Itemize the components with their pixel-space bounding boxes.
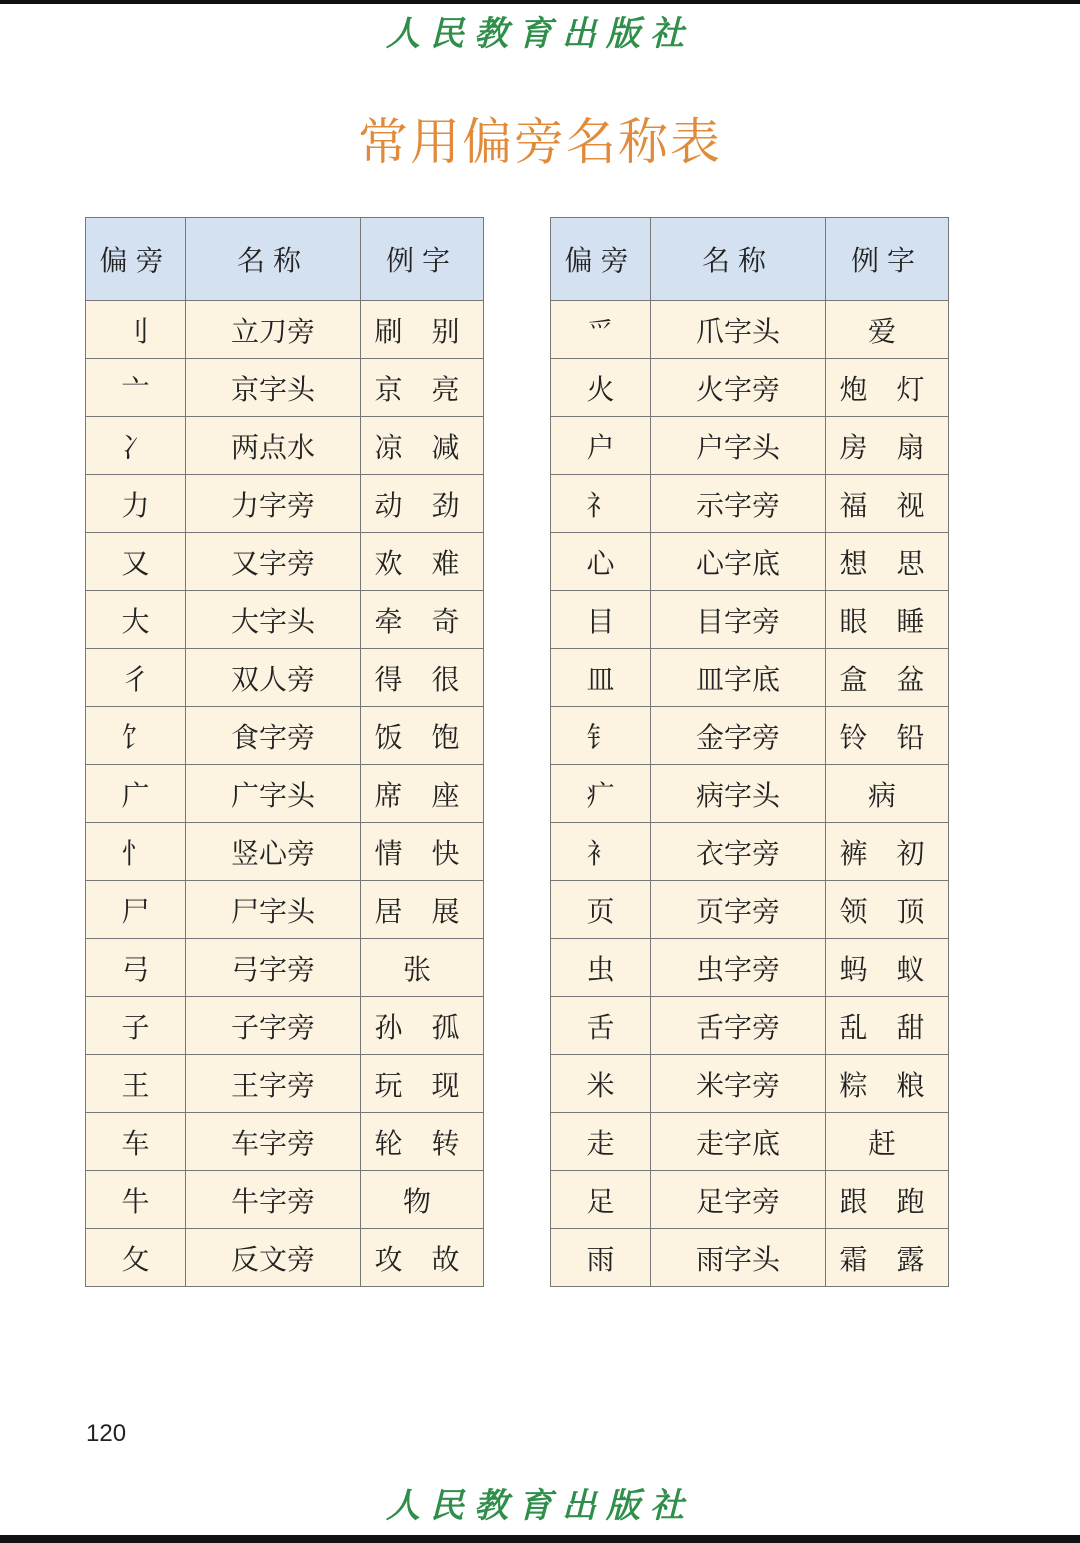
name-cell: 走字底	[651, 1113, 826, 1171]
header-examples: 例字	[361, 218, 484, 301]
radical-cell: 亠	[86, 359, 186, 417]
radical-cell: 钅	[551, 707, 651, 765]
right-table-body	[551, 301, 949, 1287]
table-row	[86, 533, 484, 591]
table-row	[86, 591, 484, 649]
table-row	[551, 301, 949, 359]
table-row	[86, 359, 484, 417]
table-row	[551, 417, 949, 475]
radical-cell: 礻	[551, 475, 651, 533]
radical-cell: 心	[551, 533, 651, 591]
table-row	[86, 707, 484, 765]
table-row	[551, 881, 949, 939]
name-cell: 火字旁	[651, 359, 826, 417]
radical-cell: 衤	[551, 823, 651, 881]
radical-cell: 爫	[551, 301, 651, 359]
examples-cell: 粽 粮	[826, 1055, 949, 1113]
name-cell: 大字头	[186, 591, 361, 649]
name-cell: 页字旁	[651, 881, 826, 939]
examples-cell: 爱	[826, 301, 949, 359]
name-cell: 目字旁	[651, 591, 826, 649]
examples-cell: 领 顶	[826, 881, 949, 939]
table-row	[551, 823, 949, 881]
table-row	[551, 591, 949, 649]
table-row	[551, 1171, 949, 1229]
examples-cell: 病	[826, 765, 949, 823]
table-row	[86, 475, 484, 533]
radical-cell: 又	[86, 533, 186, 591]
name-cell: 双人旁	[186, 649, 361, 707]
table-row	[551, 939, 949, 997]
radical-cell: 王	[86, 1055, 186, 1113]
radical-cell: 攵	[86, 1229, 186, 1287]
examples-cell: 福 视	[826, 475, 949, 533]
name-cell: 立刀旁	[186, 301, 361, 359]
examples-cell: 跟 跑	[826, 1171, 949, 1229]
radical-cell: 大	[86, 591, 186, 649]
examples-cell: 想 思	[826, 533, 949, 591]
name-cell: 食字旁	[186, 707, 361, 765]
page-title: 常用偏旁名称表	[358, 113, 722, 171]
examples-cell: 京 亮	[361, 359, 484, 417]
table-row	[86, 649, 484, 707]
name-cell: 示字旁	[651, 475, 826, 533]
table-row	[86, 1055, 484, 1113]
examples-cell: 居 展	[361, 881, 484, 939]
radical-cell: 户	[551, 417, 651, 475]
radical-table-right	[550, 217, 949, 1287]
examples-cell: 盒 盆	[826, 649, 949, 707]
name-cell: 米字旁	[651, 1055, 826, 1113]
table-row	[551, 1113, 949, 1171]
examples-cell: 蚂 蚁	[826, 939, 949, 997]
examples-cell: 凉 减	[361, 417, 484, 475]
table-row	[551, 475, 949, 533]
table-row	[551, 1055, 949, 1113]
examples-cell: 炮 灯	[826, 359, 949, 417]
name-cell: 虫字旁	[651, 939, 826, 997]
examples-cell: 铃 铅	[826, 707, 949, 765]
table-header-row	[86, 218, 484, 301]
name-cell: 牛字旁	[186, 1171, 361, 1229]
radical-cell: 皿	[551, 649, 651, 707]
radical-cell: 火	[551, 359, 651, 417]
examples-cell: 眼 睡	[826, 591, 949, 649]
examples-cell: 刷 别	[361, 301, 484, 359]
radical-cell: 饣	[86, 707, 186, 765]
name-cell: 金字旁	[651, 707, 826, 765]
examples-cell: 孙 孤	[361, 997, 484, 1055]
examples-cell: 轮 转	[361, 1113, 484, 1171]
name-cell: 爪字头	[651, 301, 826, 359]
radical-cell: 忄	[86, 823, 186, 881]
table-row	[551, 765, 949, 823]
header-name: 名称	[186, 218, 361, 301]
radical-cell: 尸	[86, 881, 186, 939]
name-cell: 广字头	[186, 765, 361, 823]
examples-cell: 攻 故	[361, 1229, 484, 1287]
table-row	[551, 997, 949, 1055]
examples-cell: 张	[361, 939, 484, 997]
table-row	[86, 765, 484, 823]
publisher-logo-top: 人民教育出版社	[386, 14, 694, 54]
table-row	[86, 881, 484, 939]
name-cell: 王字旁	[186, 1055, 361, 1113]
table-row	[551, 359, 949, 417]
examples-cell: 乱 甜	[826, 997, 949, 1055]
examples-cell: 欢 难	[361, 533, 484, 591]
radical-cell: 弓	[86, 939, 186, 997]
header-radical: 偏旁	[551, 218, 651, 301]
table-row	[551, 707, 949, 765]
radical-cell: 走	[551, 1113, 651, 1171]
radical-cell: 疒	[551, 765, 651, 823]
name-cell: 力字旁	[186, 475, 361, 533]
radical-table-left	[85, 217, 484, 1287]
name-cell: 车字旁	[186, 1113, 361, 1171]
top-edge-bar	[0, 0, 1080, 4]
header-radical: 偏旁	[86, 218, 186, 301]
name-cell: 两点水	[186, 417, 361, 475]
examples-cell: 情 快	[361, 823, 484, 881]
name-cell: 心字底	[651, 533, 826, 591]
name-cell: 竖心旁	[186, 823, 361, 881]
name-cell: 尸字头	[186, 881, 361, 939]
name-cell: 户字头	[651, 417, 826, 475]
name-cell: 舌字旁	[651, 997, 826, 1055]
radical-cell: 子	[86, 997, 186, 1055]
table-row	[86, 939, 484, 997]
radical-cell: 足	[551, 1171, 651, 1229]
examples-cell: 房 扇	[826, 417, 949, 475]
table-row	[86, 1229, 484, 1287]
examples-cell: 物	[361, 1171, 484, 1229]
examples-cell: 牵 奇	[361, 591, 484, 649]
name-cell: 病字头	[651, 765, 826, 823]
table-header-row	[551, 218, 949, 301]
radical-cell: 目	[551, 591, 651, 649]
name-cell: 反文旁	[186, 1229, 361, 1287]
bottom-edge-bar	[0, 1535, 1080, 1543]
radical-cell: 米	[551, 1055, 651, 1113]
name-cell: 雨字头	[651, 1229, 826, 1287]
examples-cell: 赶	[826, 1113, 949, 1171]
table-row	[86, 301, 484, 359]
examples-cell: 霜 露	[826, 1229, 949, 1287]
name-cell: 子字旁	[186, 997, 361, 1055]
examples-cell: 裤 初	[826, 823, 949, 881]
radical-cell: 车	[86, 1113, 186, 1171]
name-cell: 足字旁	[651, 1171, 826, 1229]
left-table-body	[86, 301, 484, 1287]
table-row	[551, 649, 949, 707]
radical-cell: 虫	[551, 939, 651, 997]
radical-cell: 舌	[551, 997, 651, 1055]
name-cell: 京字头	[186, 359, 361, 417]
examples-cell: 席 座	[361, 765, 484, 823]
examples-cell: 饭 饱	[361, 707, 484, 765]
radical-cell: 雨	[551, 1229, 651, 1287]
table-row	[86, 1113, 484, 1171]
name-cell: 弓字旁	[186, 939, 361, 997]
table-row	[86, 823, 484, 881]
radical-cell: 彳	[86, 649, 186, 707]
header-examples: 例字	[826, 218, 949, 301]
radical-cell: 冫	[86, 417, 186, 475]
name-cell: 又字旁	[186, 533, 361, 591]
radical-cell: 牛	[86, 1171, 186, 1229]
header-name: 名称	[651, 218, 826, 301]
examples-cell: 玩 现	[361, 1055, 484, 1113]
table-row	[86, 1171, 484, 1229]
name-cell: 衣字旁	[651, 823, 826, 881]
publisher-logo-bottom: 人民教育出版社	[386, 1486, 694, 1526]
table-row	[551, 533, 949, 591]
page-number: 120	[86, 1420, 127, 1447]
table-row	[551, 1229, 949, 1287]
examples-cell: 得 很	[361, 649, 484, 707]
radical-cell: 刂	[86, 301, 186, 359]
table-row	[86, 417, 484, 475]
name-cell: 皿字底	[651, 649, 826, 707]
examples-cell: 动 劲	[361, 475, 484, 533]
radical-cell: 广	[86, 765, 186, 823]
radical-cell: 力	[86, 475, 186, 533]
radical-cell: 页	[551, 881, 651, 939]
table-row	[86, 997, 484, 1055]
